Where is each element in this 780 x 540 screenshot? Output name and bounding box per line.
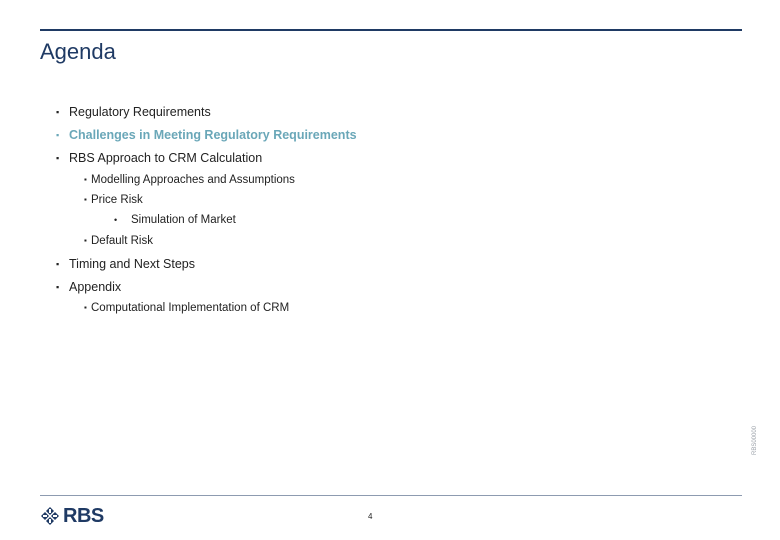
agenda-item-label: RBS Approach to CRM Calculation xyxy=(69,151,263,165)
top-rule xyxy=(40,29,742,31)
agenda-item-rbs-approach xyxy=(56,150,262,166)
agenda-item-label: Modelling Approaches and Assumptions xyxy=(91,174,295,186)
bullet-icon: ▪ xyxy=(84,175,87,184)
bullet-icon: ▪ xyxy=(56,259,60,269)
bullet-icon: ▪ xyxy=(84,195,87,204)
rbs-daisy-logo-icon xyxy=(40,506,60,526)
agenda-item-timing-next-steps xyxy=(56,256,195,272)
agenda-item-label: Price Risk xyxy=(91,194,143,206)
agenda-item-appendix xyxy=(56,279,121,295)
agenda-subitem-computational-implementation xyxy=(84,300,289,316)
bullet-icon: ▪ xyxy=(56,130,60,140)
agenda-subsubitem-simulation-of-market xyxy=(114,212,236,228)
agenda-item-label: Simulation of Market xyxy=(131,214,236,226)
side-reference-code: RBS00000 xyxy=(752,425,758,455)
page-number: 4 xyxy=(368,512,373,521)
bullet-icon: • xyxy=(114,215,118,225)
agenda-item-label: Timing and Next Steps xyxy=(69,257,195,271)
page-title: Agenda xyxy=(40,39,116,64)
agenda-item-regulatory-requirements xyxy=(56,104,211,120)
agenda-item-label: Regulatory Requirements xyxy=(69,105,211,119)
bottom-rule xyxy=(40,495,742,496)
bullet-icon: ▪ xyxy=(56,107,60,117)
agenda-subitem-price-risk xyxy=(84,192,143,208)
agenda-subitem-default-risk xyxy=(84,233,153,249)
agenda-item-challenges xyxy=(56,127,357,143)
bullet-icon: ▪ xyxy=(84,303,87,312)
rbs-logo-text: RBS xyxy=(63,504,104,527)
bullet-icon: ▪ xyxy=(56,282,60,292)
agenda-item-label: Challenges in Meeting Regulatory Requirements xyxy=(69,128,357,142)
rbs-logo xyxy=(40,505,104,527)
agenda-item-label: Default Risk xyxy=(91,235,153,247)
bullet-icon: ▪ xyxy=(56,153,60,163)
agenda-subitem-modelling-approaches xyxy=(84,172,295,188)
bullet-icon: ▪ xyxy=(84,236,87,245)
agenda-item-label: Computational Implementation of CRM xyxy=(91,302,290,314)
agenda-item-label: Appendix xyxy=(69,280,122,294)
